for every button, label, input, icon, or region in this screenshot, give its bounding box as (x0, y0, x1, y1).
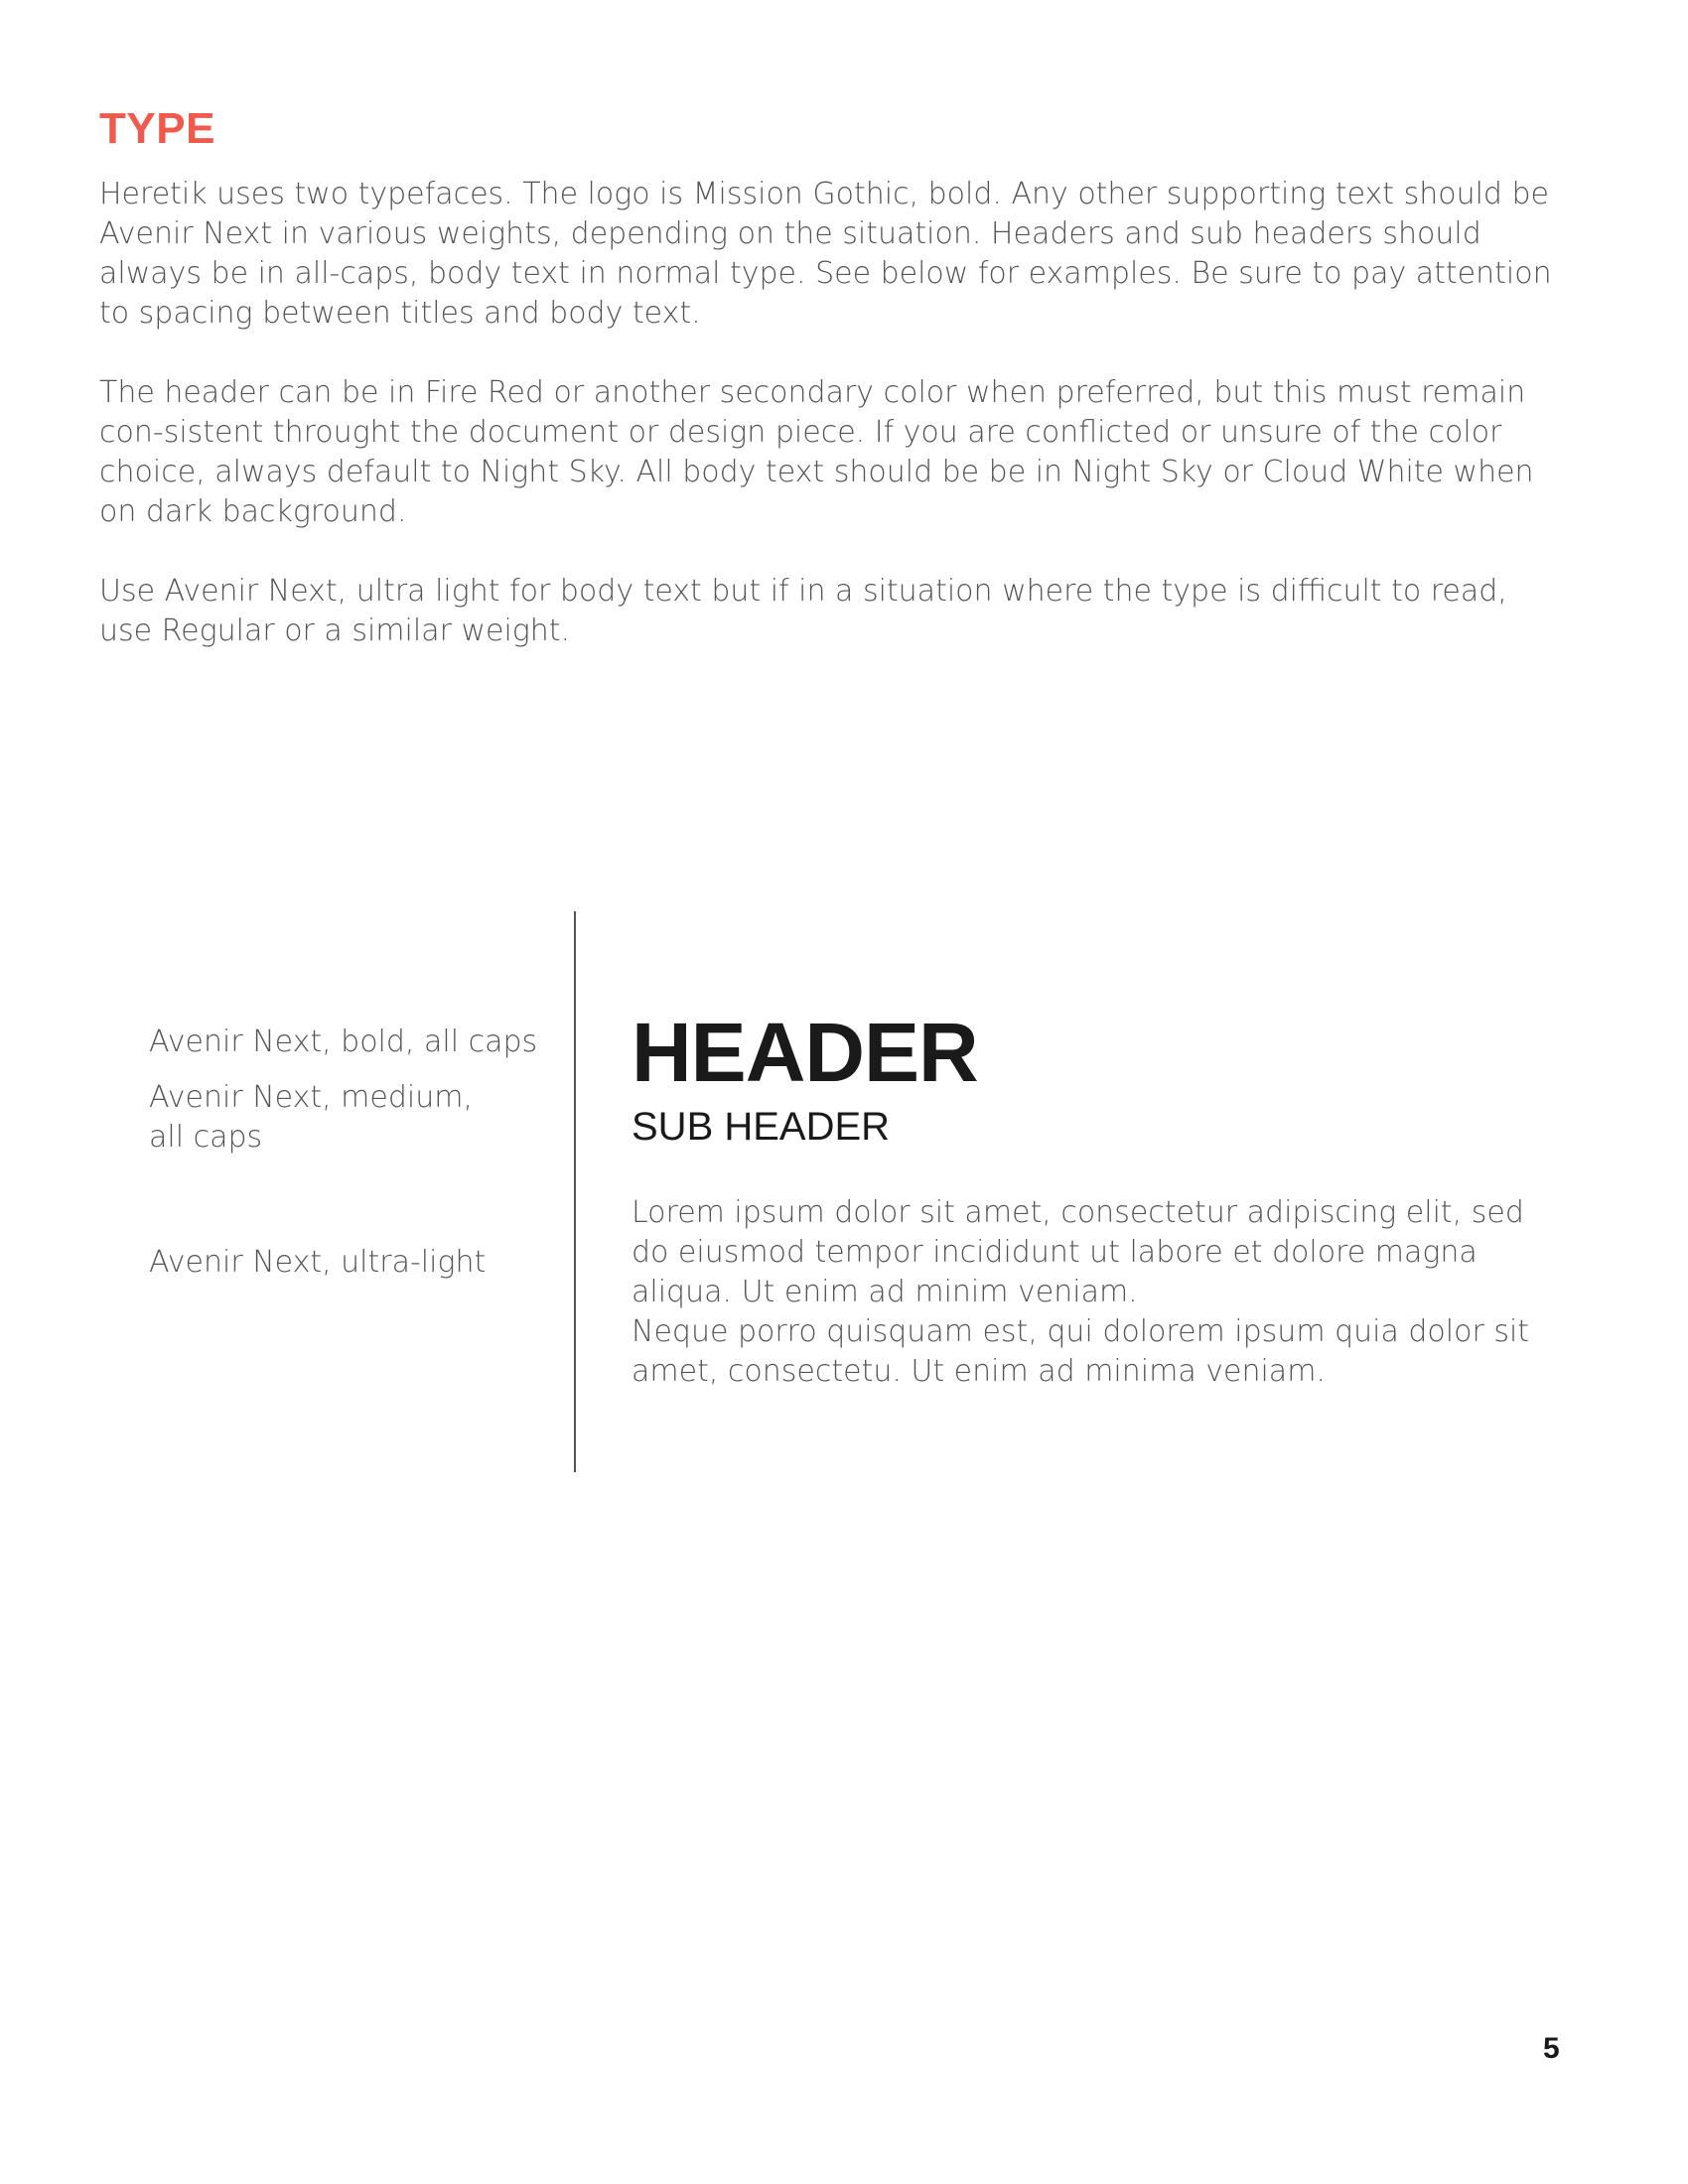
label-ultra-light: Avenir Next, ultra-light (149, 1245, 487, 1280)
label-medium: Avenir Next, medium, all caps (149, 1080, 473, 1155)
sample-subheader: SUB HEADER (632, 1105, 891, 1149)
intro-paragraph-1: Heretik uses two typefaces. The logo is Mission Gothic, bold. Any other supporting text should be Avenir Next in various weights, depending on the situation. Headers and sub headers should always be in all-caps, body text in normal type. See below for examples. Be sure to pay attention to spacing between titles and body text. (99, 177, 1552, 331)
sample-body (632, 1193, 1555, 1392)
sample-header: HEADER (632, 1006, 978, 1099)
page-title: TYPE (99, 104, 215, 153)
type-sample (632, 1003, 1565, 1392)
page-number: 5 (1543, 2032, 1560, 2065)
sample-body-paragraph-1: Lorem ipsum dolor sit amet, consectetur adipiscing elit, sed do eiusmod tempor incididunt ut labore et dolore magna aliqua. Ut enim ad minim veniam. (632, 1195, 1524, 1309)
vertical-divider (574, 911, 576, 1472)
intro-paragraph-3: Use Avenir Next, ultra light for body text but if in a situation where the type is difficult to read, use Regular or a similar weight. (99, 574, 1507, 648)
label-bold: Avenir Next, bold, all caps (149, 1024, 538, 1059)
intro-paragraph-2: The header can be in Fire Red or another secondary color when preferred, but this must remain con-sistent throught the document or design piece. If you are conflicted or unsure of the color choice, always default to Night Sky. All body text should be be in Night Sky or Cloud White when on dark background. (99, 375, 1534, 529)
sample-body-paragraph-2: Neque porro quisquam est, qui dolorem ipsum quia dolor sit amet, consectetu. Ut enim ad minima veniam. (632, 1314, 1530, 1389)
intro-text (99, 175, 1569, 691)
